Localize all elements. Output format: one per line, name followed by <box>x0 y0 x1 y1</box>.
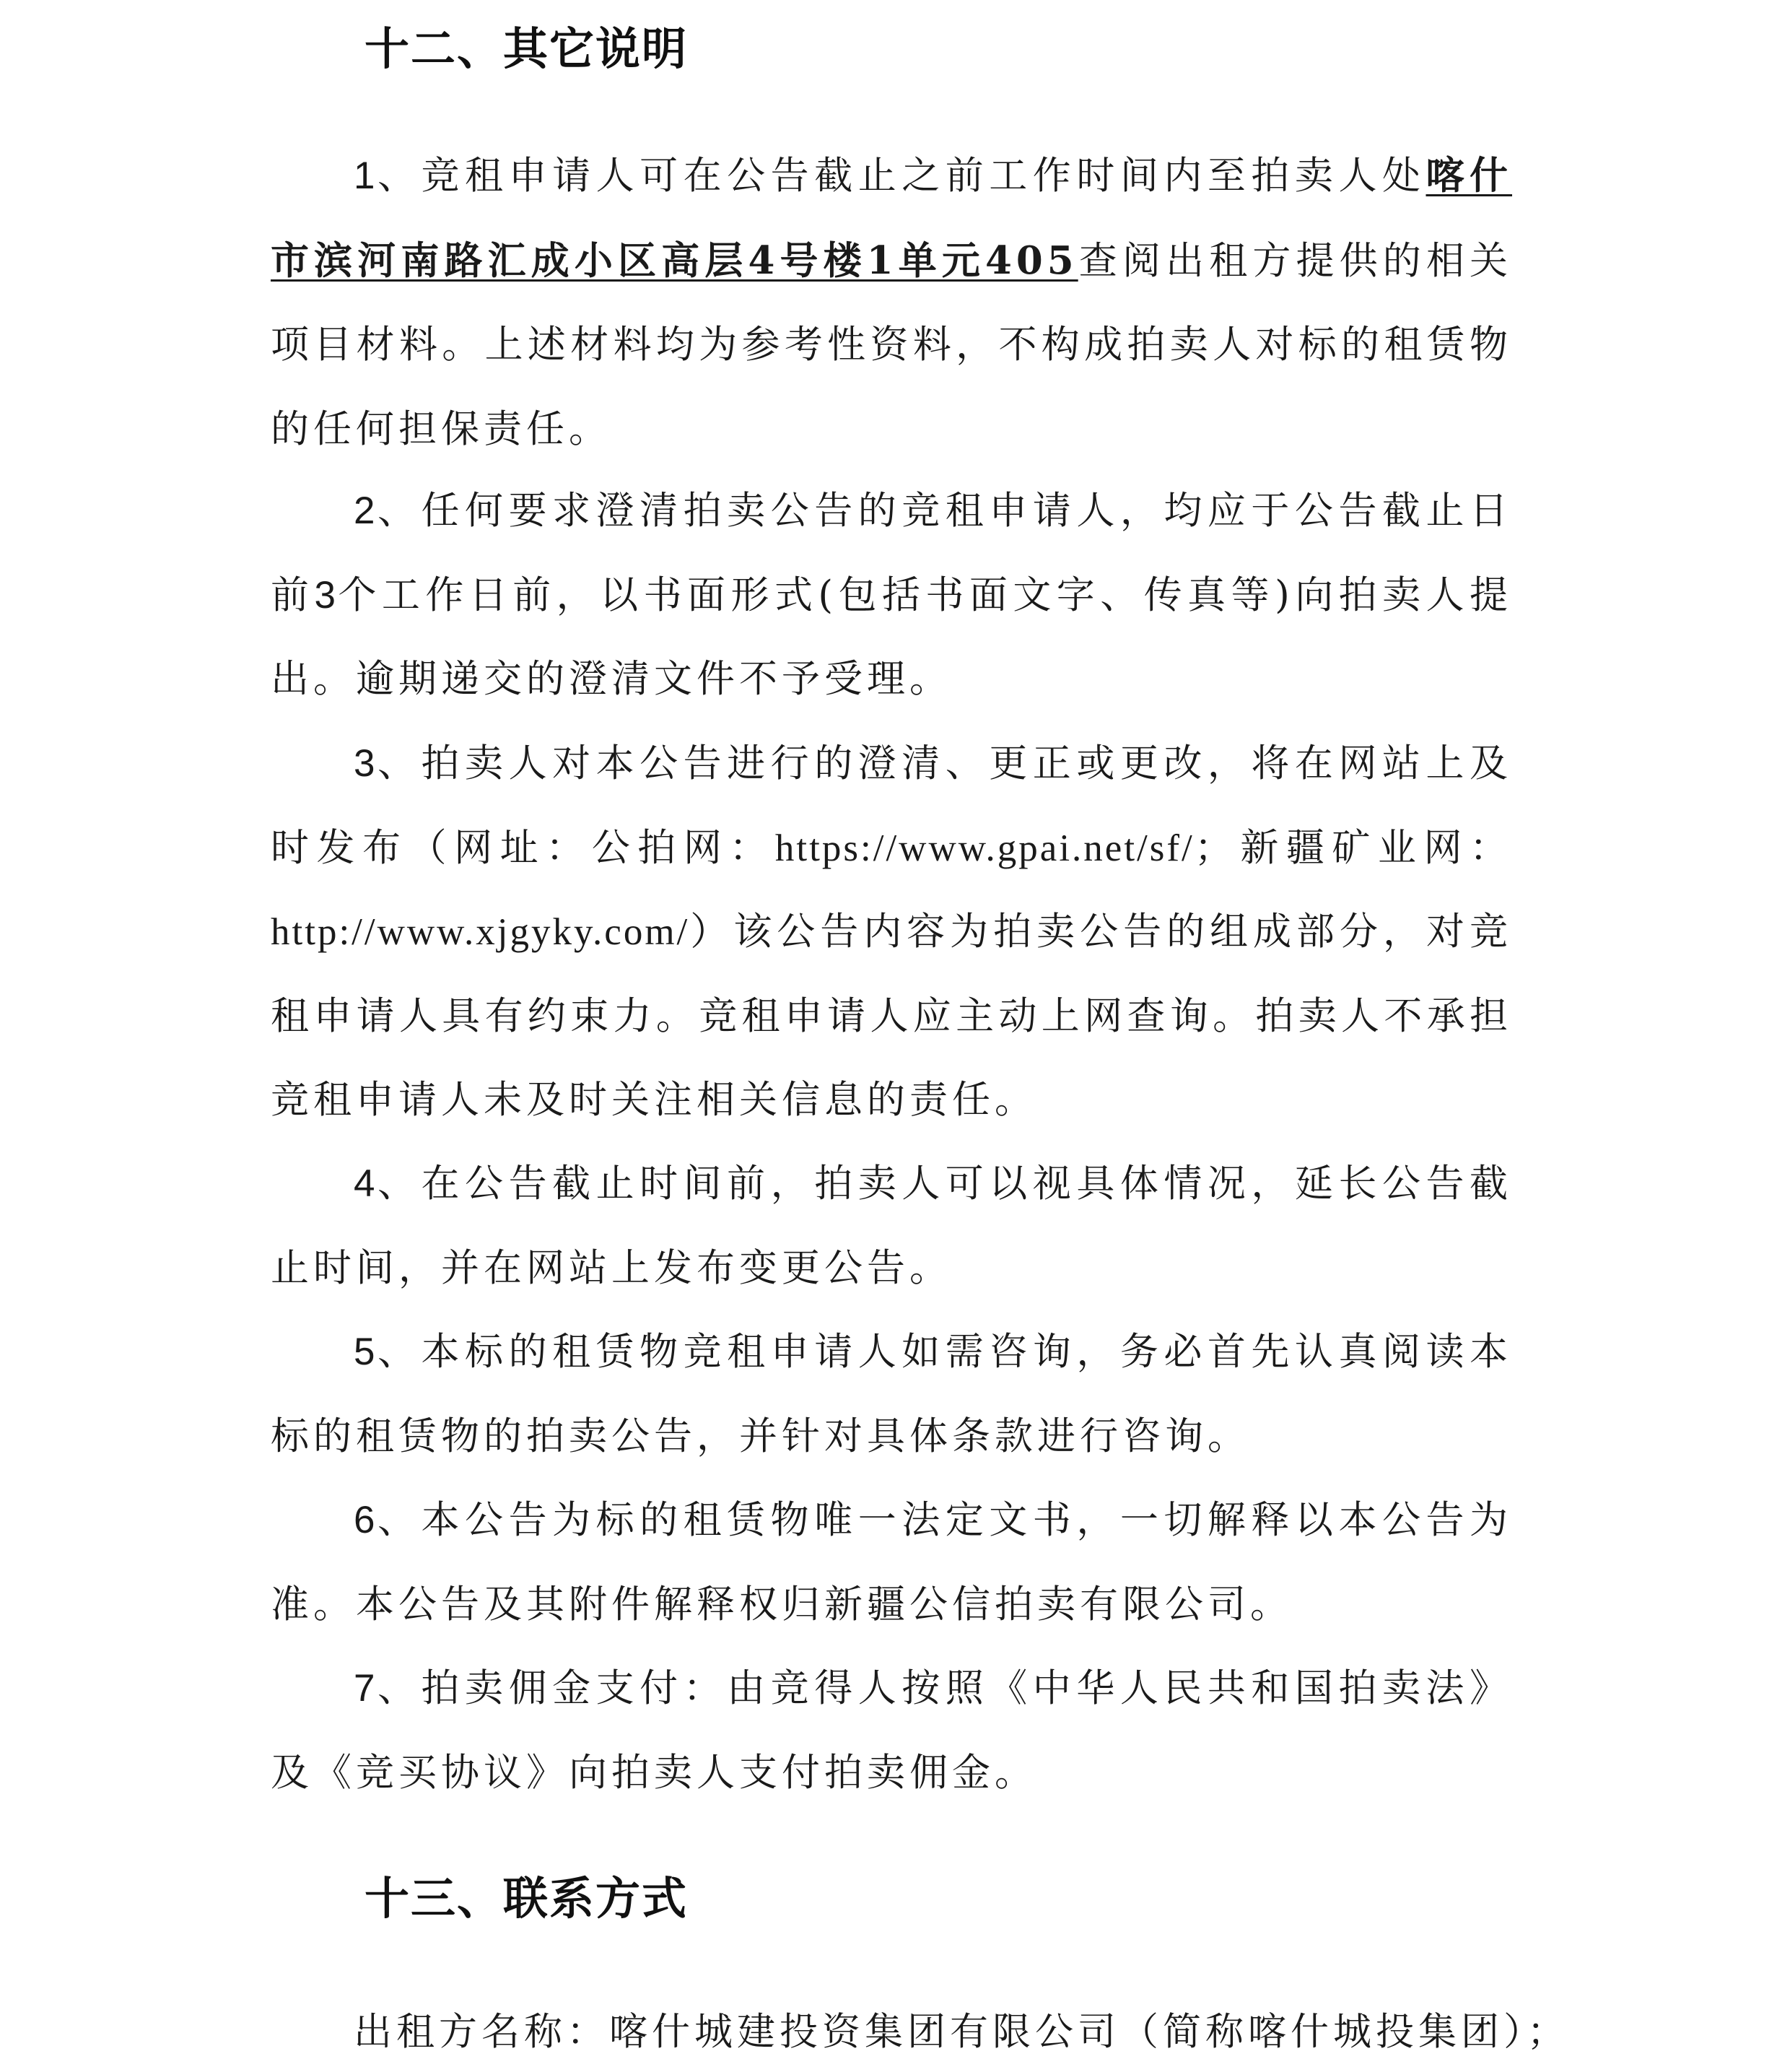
section-12-heading: 十二、其它说明 <box>364 22 689 75</box>
item-3-text-mid: ；新疆矿业网： <box>1194 825 1513 870</box>
item-3-text-pre: 、拍卖人对本公告进行的澄清、更正或更改，将在网站上及时发布（网址：公拍网： <box>271 741 1512 870</box>
section-12-item-1 <box>271 134 1512 471</box>
lessor-name-line: 出租方名称：喀什城建投资集团有限公司（简称喀什城投集团）； <box>354 2010 1570 2054</box>
item-2-text-rest: 个工作日前，以书面形式(包括书面文字、传真等)向拍卖人提出。逾期递交的澄清文件不予受理。 <box>271 573 1513 701</box>
item-5-number: 5 <box>354 1331 377 1373</box>
item-2-number: 2 <box>354 489 377 532</box>
gpai-url-link[interactable]: https://www.gpai.net/sf/ <box>774 827 1195 869</box>
section-12-item-7 <box>271 1647 1512 1815</box>
item-7-text: 、拍卖佣金支付：由竞得人按照《中华人民共和国拍卖法》及《竞买协议》向拍卖人支付拍卖佣金。 <box>271 1666 1512 1795</box>
item-7-number: 7 <box>354 1667 377 1710</box>
section-13-heading: 十三、联系方式 <box>364 1872 689 1925</box>
auctioneer-address: 喀什市滨河南路汇成小区高层4号楼1单元405 <box>271 153 1513 283</box>
item-1-text-pre: 、竞租申请人可在公告截止之前工作时间内至拍卖人处 <box>376 154 1426 198</box>
section-12-item-5 <box>271 1310 1512 1479</box>
item-1-text-post: 查阅出租方提供的相关项目材料。上述材料均为参考性资料，不构成拍卖人对标的租赁物的任何担保责任。 <box>271 238 1513 451</box>
item-3-text-post: ）该公告内容为拍卖公告的组成部分，对竞租申请人具有约束力。竞租申请人应主动上网查询。拍卖人不承担竞租申请人未及时关注相关信息的责任。 <box>271 910 1512 1122</box>
section-12-item-6 <box>271 1479 1512 1647</box>
item-6-number: 6 <box>354 1499 377 1541</box>
section-12-item-3 <box>271 722 1512 1143</box>
item-4-number: 4 <box>354 1162 377 1205</box>
item-2-days-number: 3 <box>314 573 337 617</box>
section-12-item-4 <box>271 1142 1512 1310</box>
item-4-text: 、在公告截止时间前，拍卖人可以视具体情况，延长公告截止时间，并在网站上发布变更公告。 <box>271 1162 1512 1290</box>
section-12-item-2 <box>271 469 1512 722</box>
xjgyky-url-link[interactable]: http://www.xjgyky.com/ <box>271 911 690 953</box>
item-2-text: 、任何要求澄清拍卖公告的竞租申请人，均应于公告截止日前 <box>271 489 1512 617</box>
item-1-number: 1 <box>354 154 377 197</box>
item-5-text: 、本标的租赁物竞租申请人如需咨询，务必首先认真阅读本标的租赁物的拍卖公告，并针对具体条款进行咨询。 <box>271 1330 1512 1458</box>
item-6-text: 、本公告为标的租赁物唯一法定文书，一切解释以本公告为准。本公告及其附件解释权归新疆公信拍卖有限公司。 <box>271 1498 1512 1627</box>
item-3-number: 3 <box>354 742 377 785</box>
